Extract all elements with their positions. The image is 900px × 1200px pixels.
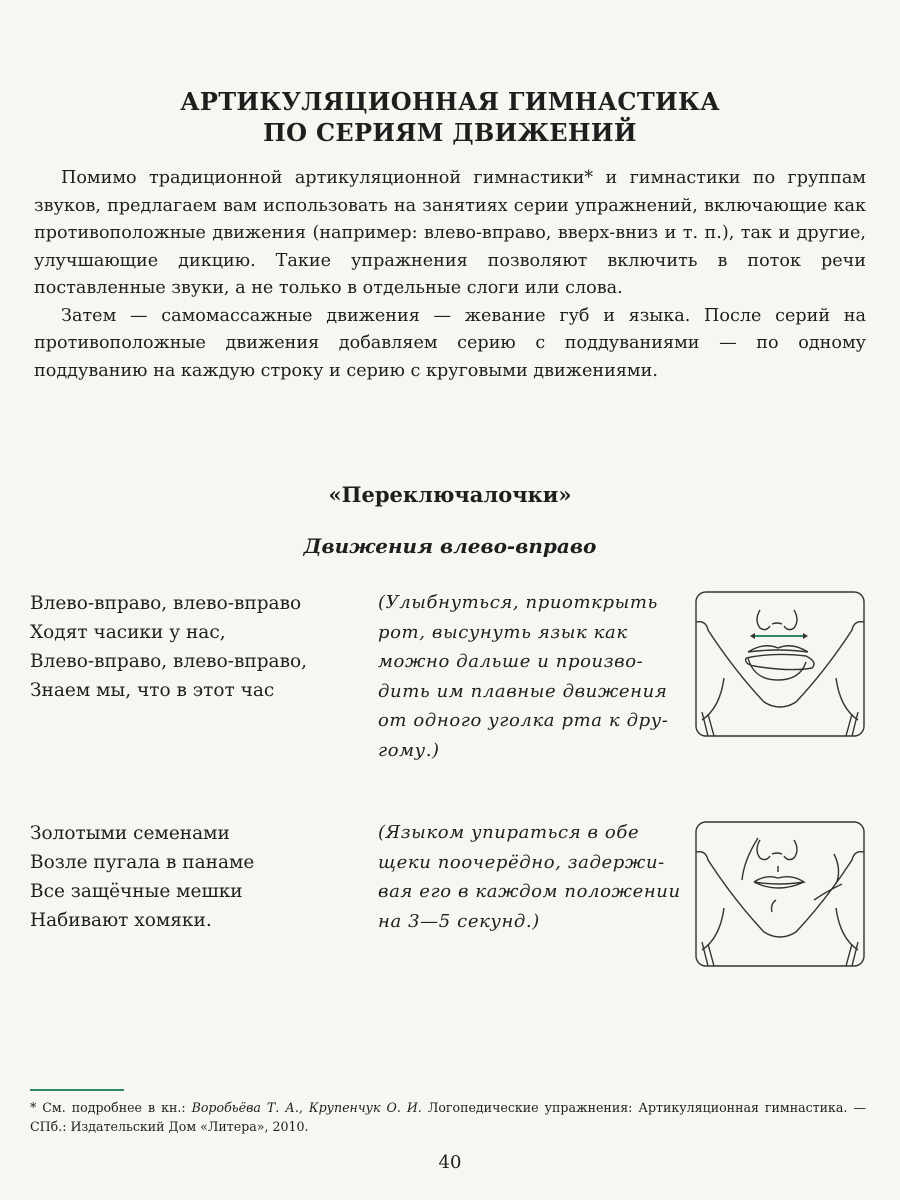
poem-line: Набивают хомяки. — [30, 910, 212, 931]
intro-paragraph-1: Помимо традиционной артикуляционной гимнастики* и гимнастики по группам звуков, предлагаем вам использовать на занятиях серии упражнений, включающие как противоположные движения (например: влево-вправо, вверх-вниз и т. п.), так и другие, улучшающие дикцию. Такие упражнения позволяют включить в поток речи поставленные звуки, а не только в отдельные слоги или слова. — [34, 168, 866, 298]
instruction-2 — [378, 818, 683, 936]
instruction-line: на 3—5 секунд.) — [378, 910, 540, 932]
poem-line: Знаем мы, что в этот час — [30, 680, 275, 701]
page-title — [0, 86, 900, 148]
poem-2 — [30, 819, 254, 935]
footnote-text: Логопедические упражнения: Артикуляционная гимнастика. — СПб.: Издательский Дом «Литера», 2010. — [30, 1100, 866, 1134]
instruction-line: дить им плавные движения — [378, 680, 668, 702]
footnote-authors: Воробьёва Т. А., Крупенчук О. И. — [191, 1100, 422, 1115]
instruction-line: (Улыбнуться, приоткрыть — [378, 592, 658, 613]
instruction-line: гому.) — [378, 739, 440, 761]
section-title: «Переключалочки» — [328, 482, 572, 507]
instruction-line: щеки поочерёдно, задержи- — [378, 851, 665, 873]
poem-line: Влево-вправо, влево-вправо, — [30, 651, 308, 672]
footnote — [30, 1098, 866, 1136]
poem-line: Золотыми семенами — [30, 823, 230, 844]
poem-line: Влево-вправо, влево-вправо — [30, 593, 302, 614]
instruction-line: от одного уголка рта к дру- — [378, 710, 669, 731]
title-line-2: ПО СЕРИЯМ ДВИЖЕНИЙ — [263, 118, 637, 147]
poem-line: Ходят часики у нас, — [30, 622, 226, 643]
instruction-line: вая его в каждом положении — [378, 881, 681, 902]
title-line-1: АРТИКУЛЯЦИОННАЯ ГИМНАСТИКА — [180, 87, 720, 116]
poem-line: Все защёчные мешки — [30, 881, 243, 902]
footnote-prefix: * См. подробнее в кн.: — [30, 1100, 192, 1115]
face-tongue-left-right-illustration — [694, 590, 866, 738]
instruction-1 — [378, 588, 683, 765]
page-number: 40 — [438, 1152, 462, 1173]
poem-line: Возле пугала в панаме — [30, 852, 255, 873]
instruction-line: (Языком упираться в обе — [378, 822, 640, 843]
intro-paragraph-2: Затем — самомассажные движения — жевание губ и языка. После серий на противоположные движения добавляем серию с поддуваниями — по одному поддуванию на каждую строку и серию с круговыми движениями. — [34, 305, 866, 381]
instruction-line: рот, высунуть язык как — [378, 621, 628, 643]
instruction-line: можно дальше и произво- — [378, 651, 644, 672]
poem-1 — [30, 589, 307, 705]
footnote-divider — [30, 1089, 124, 1091]
section-subtitle: Движения влево-вправо — [303, 534, 597, 558]
intro-text — [34, 165, 866, 385]
face-tongue-cheek-illustration — [694, 820, 866, 968]
